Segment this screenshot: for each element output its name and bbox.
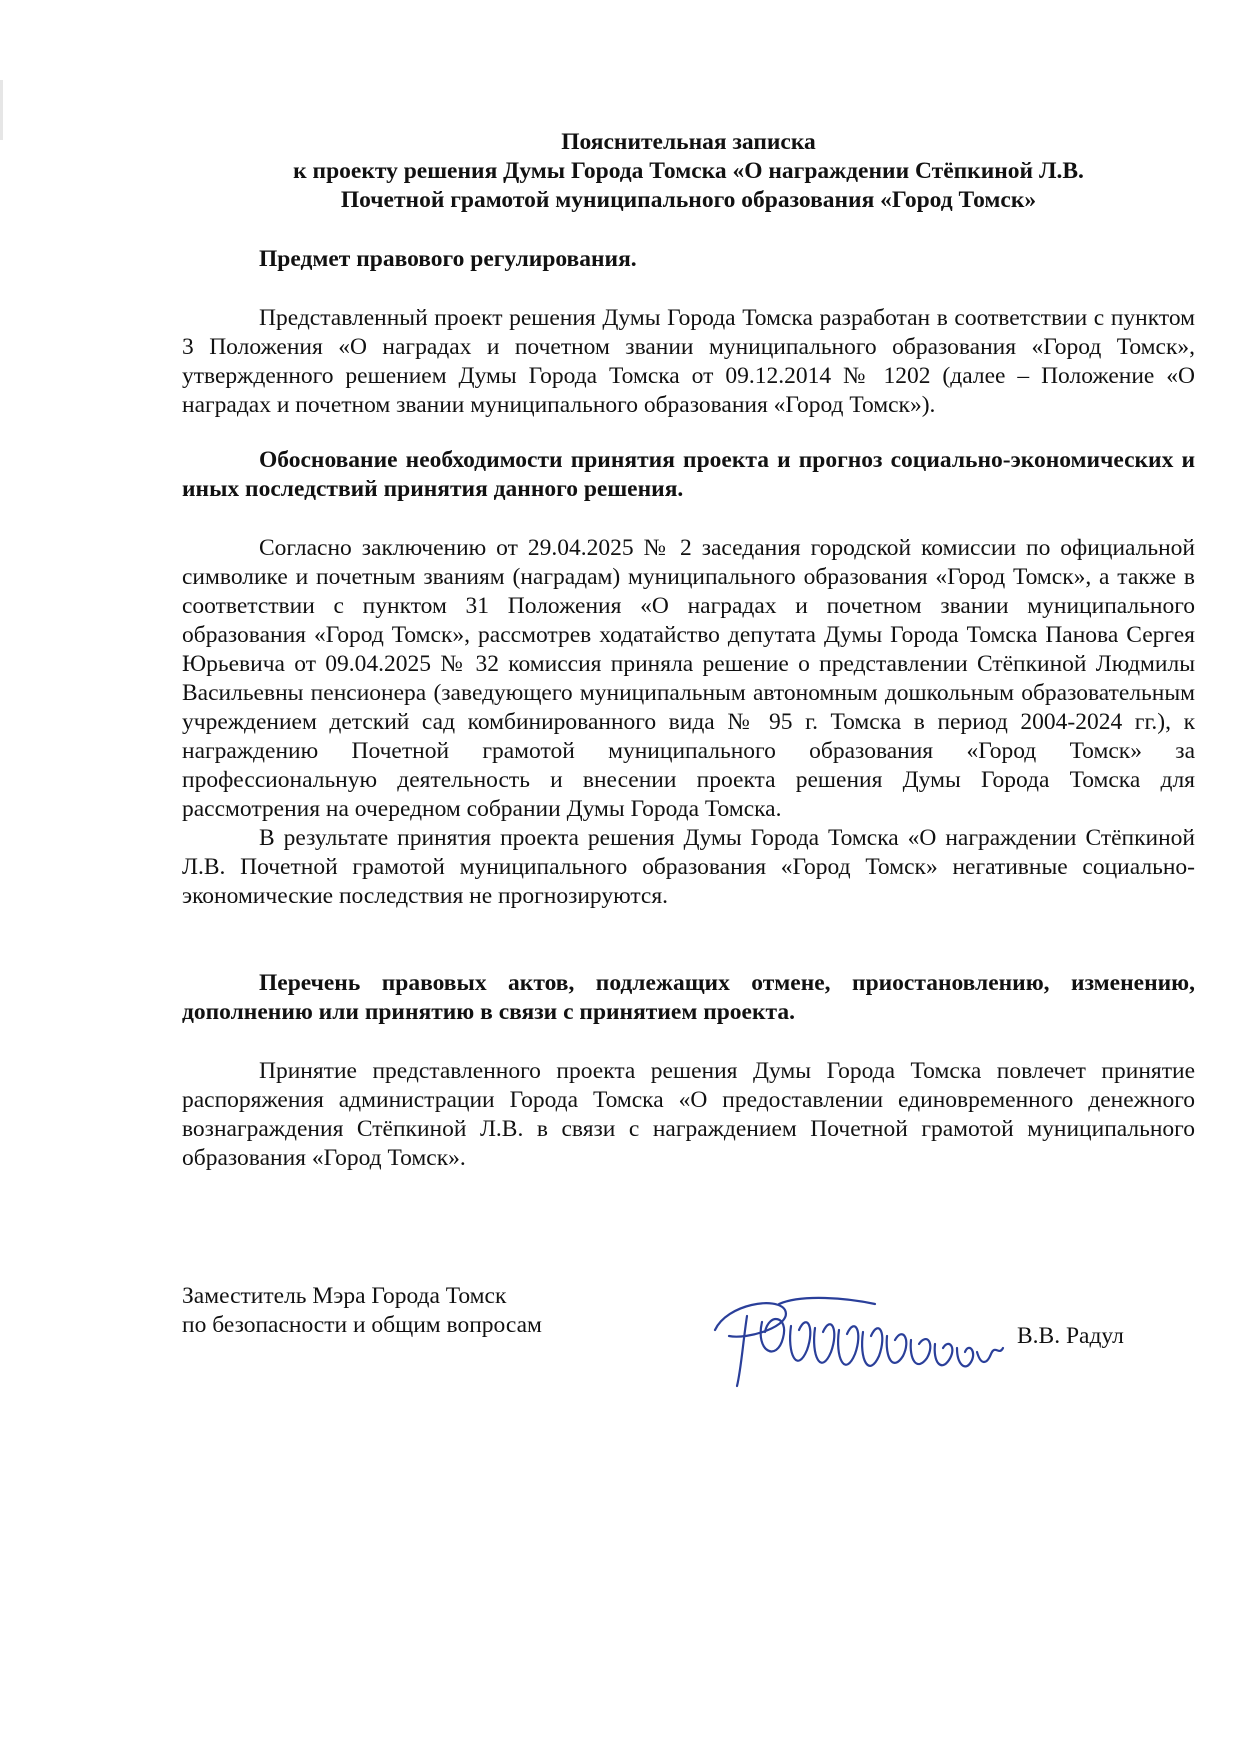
- title-line-2: к проекту решения Думы Города Томска «О награждении Стёпкиной Л.В.: [293, 158, 1084, 184]
- section-1-paragraph: Представленный проект решения Думы Города Томска разработан в соответствии с пунктом 3 Положения «О наградах и почетном звании муниципального образования «Город Томск», утвержденного решением Думы Города Томска от 09.12.2014 № 1202 (далее – Положение «О наградах и почетном звании муниципального образования «Город Томск»).: [182, 305, 1195, 418]
- signatory-name: В.В. Радул: [1017, 1323, 1124, 1349]
- document-title: [182, 128, 1195, 215]
- signatory-position: [182, 1282, 542, 1340]
- title-line-1: Пояснительная записка: [561, 129, 816, 155]
- section-3-paragraph: Принятие представленного проекта решения Думы Города Томска повлечет принятие распоряжения администрации Города Томска «О предоставлении единовременного денежного вознаграждения Стёпкиной Л.В. в связи с награждением Почетной грамотой муниципального образования «Город Томск».: [182, 1058, 1195, 1171]
- signatory-position-line-2: по безопасности и общим вопросам: [182, 1312, 542, 1338]
- section-2-heading: Обоснование необходимости принятия проекта и прогноз социально-экономических и иных последствий принятия данного решения.: [182, 447, 1195, 502]
- section-3-heading: Перечень правовых актов, подлежащих отмене, приостановлению, изменению, дополнению или принятию в связи с принятием проекта.: [182, 970, 1195, 1025]
- title-line-3: Почетной грамотой муниципального образования «Город Томск»: [340, 187, 1037, 213]
- section-2-paragraph-2: В результате принятия проекта решения Думы Города Томска «О награждении Стёпкиной Л.В. Почетной грамотой муниципального образования «Город Томск» негативные социально-экономические последствия не прогнозируются.: [182, 825, 1195, 909]
- section-2-paragraph-1: Согласно заключению от 29.04.2025 № 2 заседания городской комиссии по официальной символике и почетным званиям (наградам) муниципального образования «Город Томск», а также в соответствии с пунктом 31 Положения «О наградах и почетном звании муниципального образования «Город Томск», рассмотрев ходатайство депутата Думы Города Томска Панова Сергея Юрьевича от 09.04.2025 № 32 комиссия приняла решение о представлении Стёпкиной Людмилы Васильевны пенсионера (заведующего муниципальным автономным дошкольным образовательным учреждением детский сад комбинированного вида № 95 г. Томска в период 2004-2024 гг.), к награждению Почетной грамотой муниципального образования «Город Томск» за профессиональную деятельность и внесении проекта решения Думы Города Томска для рассмотрения на очередном собрании Думы Города Томска.: [182, 535, 1195, 822]
- signatory-position-line-1: Заместитель Мэра Города Томск: [182, 1283, 507, 1309]
- document-body: [182, 128, 1195, 1173]
- scan-edge-mark: [0, 80, 3, 140]
- signature-block: [182, 1282, 1195, 1412]
- section-1-heading: Предмет правового регулирования.: [259, 246, 637, 272]
